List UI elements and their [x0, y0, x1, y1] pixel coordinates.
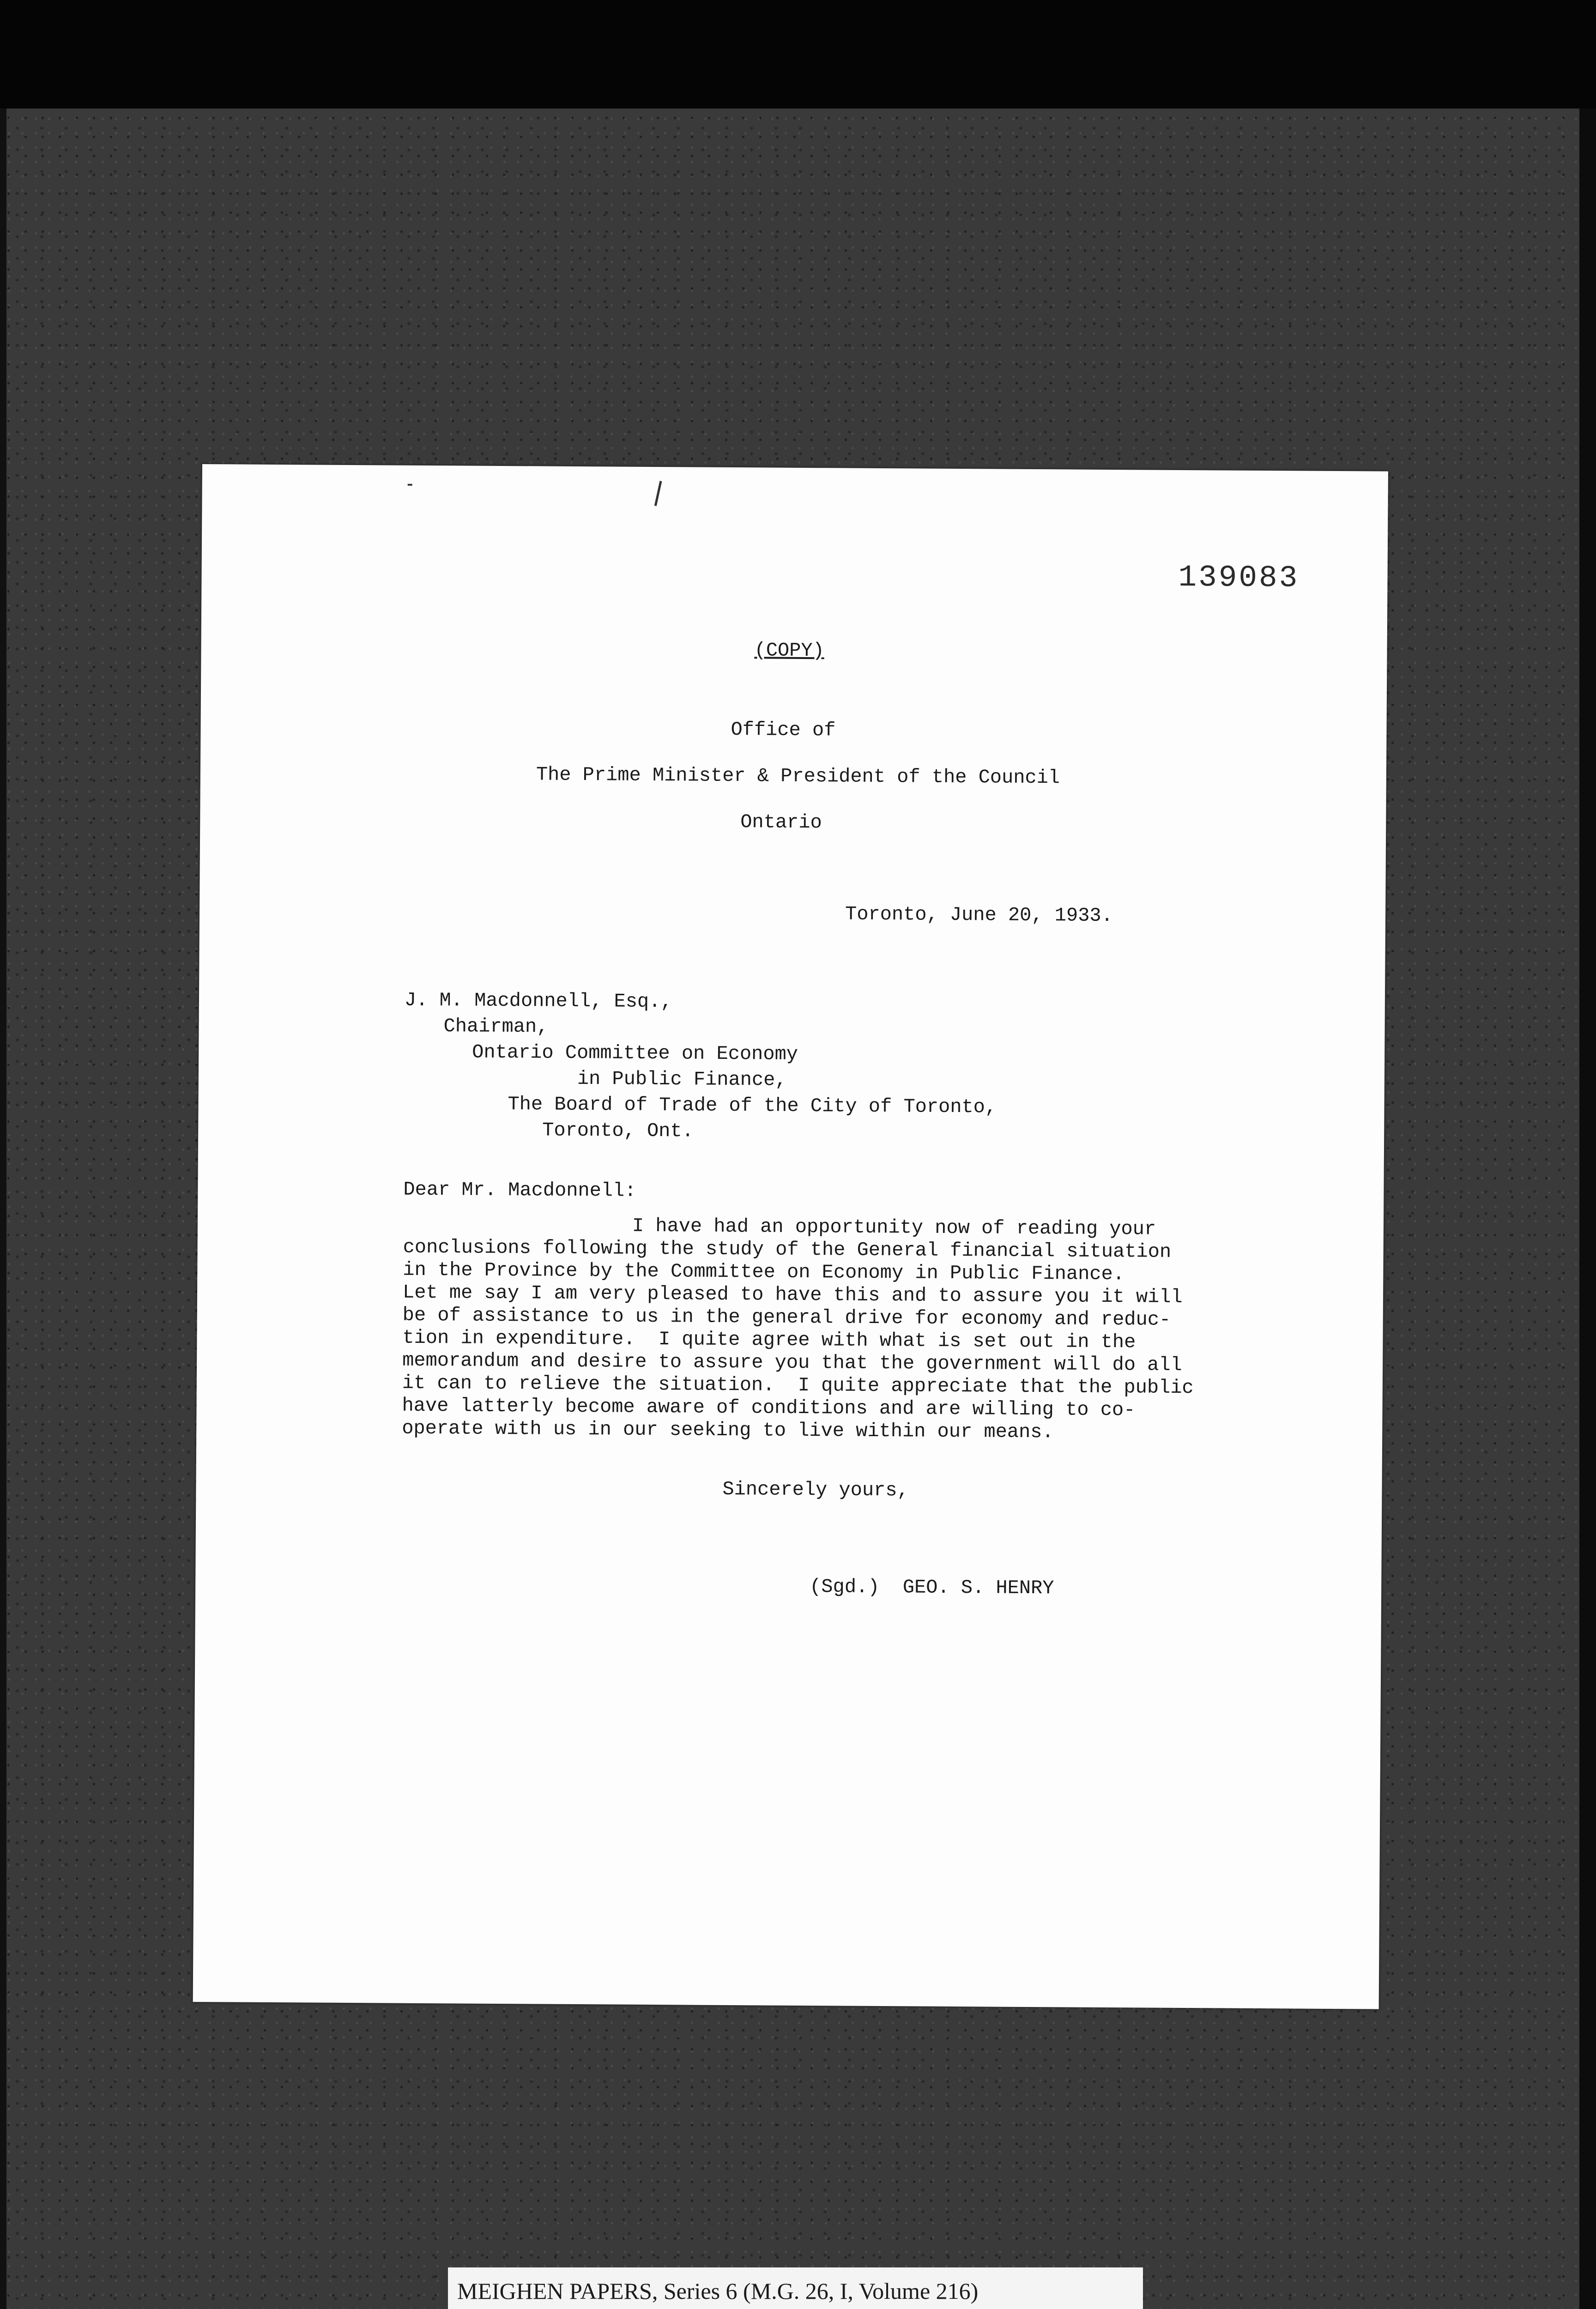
- board-left-edge: [0, 109, 6, 2309]
- letter-body: [402, 1214, 1195, 1445]
- salutation: Dear Mr. Macdonnell:: [403, 1178, 636, 1202]
- series-label: [448, 2267, 1143, 2309]
- address-line: Chairman,: [443, 1015, 549, 1038]
- address-line: J. M. Macdonnell, Esq.,: [404, 989, 672, 1013]
- address-line: Ontario Committee on Economy: [472, 1041, 798, 1065]
- top-black-border: [0, 0, 1596, 109]
- letter-paper: [193, 464, 1388, 2009]
- body-line: operate with us in our seeking to live within our means.: [402, 1417, 1054, 1444]
- office-heading-line-2: The Prime Minister & President of the Council: [536, 763, 1060, 789]
- board-right-edge: [1579, 109, 1596, 2309]
- copy-mark: (COPY): [754, 639, 824, 662]
- series-label-text: MEIGHEN PAPERS, Series 6 (M.G. 26, I, Volume 216): [457, 2278, 979, 2304]
- dateline: Toronto, June 20, 1933.: [845, 903, 1113, 927]
- body-line: memorandum and desire to assure you that the government will do all: [402, 1349, 1182, 1376]
- body-line: conclusions following the study of the General financial situation: [403, 1236, 1172, 1263]
- body-line: be of assistance to us in the general drive for economy and reduc-: [402, 1304, 1171, 1331]
- body-line: Let me say I am very pleased to have this and to assure you it will: [402, 1281, 1183, 1308]
- paper-mark: [408, 484, 412, 486]
- signature-line: (Sgd.) GEO. S. HENRY: [810, 1576, 1054, 1600]
- address-line: Toronto, Ont.: [542, 1119, 694, 1142]
- body-line: in the Province by the Committee on Economy in Public Finance.: [403, 1258, 1125, 1286]
- address-line: The Board of Trade of the City of Toronto,: [508, 1093, 997, 1118]
- body-line: I have had an opportunity now of reading your: [632, 1215, 1156, 1240]
- body-line: it can to relieve the situation. I quite appreciate that the public: [402, 1372, 1194, 1399]
- body-line: tion in expenditure. I quite agree with what is set out in the: [402, 1326, 1136, 1354]
- office-heading-line-3: Ontario: [740, 811, 822, 834]
- document-number: 139083: [1178, 560, 1300, 596]
- closing: Sincerely yours,: [722, 1478, 909, 1502]
- paper-mark: [654, 481, 662, 506]
- address-line: in Public Finance,: [577, 1067, 787, 1091]
- body-line: have latterly become aware of conditions and are willing to co-: [402, 1394, 1136, 1421]
- office-heading-line-1: Office of: [731, 719, 836, 742]
